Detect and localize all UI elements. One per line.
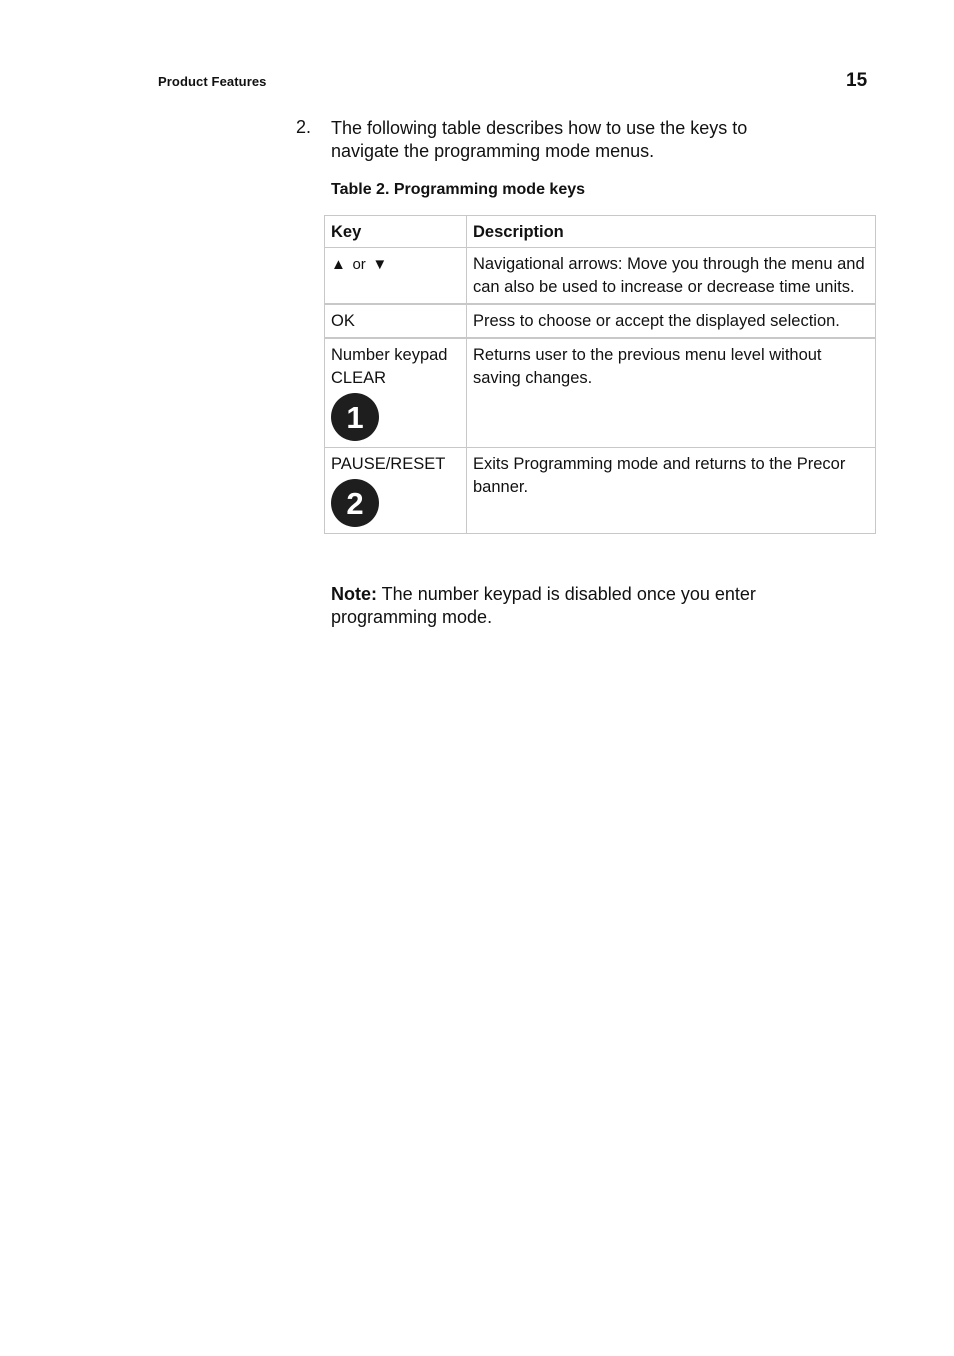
up-arrow-icon: ▲ bbox=[331, 256, 346, 273]
or-text: or bbox=[352, 256, 366, 273]
note-label: Note: bbox=[331, 584, 377, 604]
key-cell bbox=[325, 248, 467, 305]
key-cell bbox=[325, 448, 467, 534]
programming-keys-table bbox=[324, 215, 876, 534]
note bbox=[331, 583, 811, 629]
table-header-row bbox=[325, 216, 876, 248]
number-one-badge-icon: 1 bbox=[331, 393, 379, 441]
table-row bbox=[325, 248, 876, 305]
table-caption: Table 2. Programming mode keys bbox=[331, 181, 586, 198]
number-two-badge-icon: 2 bbox=[331, 479, 379, 527]
description-cell: Navigational arrows: Move you through the menu and can also be used to increase or decrease time units. bbox=[467, 248, 876, 305]
table-row bbox=[325, 448, 876, 534]
description-cell: Exits Programming mode and returns to the Precor banner. bbox=[467, 448, 876, 534]
description-cell: Press to choose or accept the displayed selection. bbox=[467, 304, 876, 338]
page-number: 15 bbox=[846, 70, 868, 91]
column-header-description: Description bbox=[467, 216, 876, 248]
key-label-line2: CLEAR bbox=[331, 369, 387, 387]
key-label: PAUSE/RESET bbox=[331, 455, 446, 473]
column-header-key: Key bbox=[325, 216, 467, 248]
key-cell bbox=[325, 338, 467, 448]
step-number: 2. bbox=[296, 117, 312, 137]
down-arrow-icon: ▼ bbox=[372, 256, 388, 273]
table-row bbox=[325, 304, 876, 338]
step-text: The following table describes how to use the keys to navigate the programming mode menus. bbox=[331, 118, 748, 161]
table-row bbox=[325, 338, 876, 448]
note-text: The number keypad is disabled once you enter programming mode. bbox=[331, 584, 756, 627]
key-label-line1: Number keypad bbox=[331, 346, 448, 364]
description-cell: Returns user to the previous menu level without saving changes. bbox=[467, 338, 876, 448]
key-cell: OK bbox=[325, 304, 467, 338]
section-title: Product Features bbox=[158, 74, 267, 89]
